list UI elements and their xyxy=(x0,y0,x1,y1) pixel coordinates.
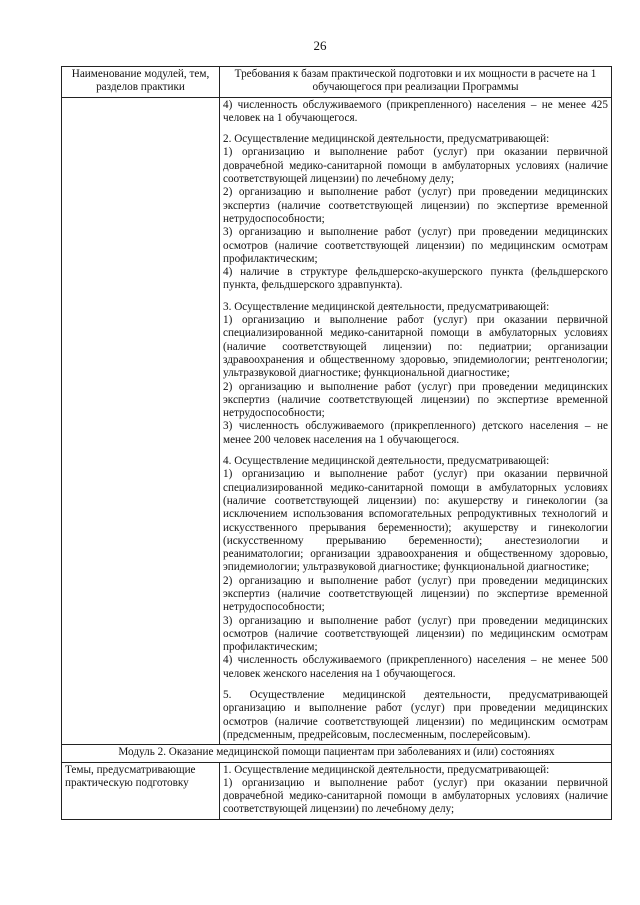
header-modules: Наименование модулей, тем, разделов практики xyxy=(62,67,220,98)
requirement-line: 3) организацию и выполнение работ (услуг) при проведении медицинских осмотров (наличие соответствующей лицензии) по медицинским осмотрам профилактическим; xyxy=(223,614,608,654)
requirement-line: 3. Осуществление медицинской деятельности, предусматривающей: xyxy=(223,300,550,313)
requirements-table xyxy=(61,66,612,820)
requirement-block xyxy=(223,455,608,681)
requirement-line: 1) организацию и выполнение работ (услуг) при оказании первичной специализированной медико-санитарной помощи в амбулаторных условиях (наличие соответствующей лицензии) по: педиатрии; организации здравоохранения и общественному здоровью, эпидемиологии; рентгенологии; ультразвуковой диагностике; функциональной диагностике; xyxy=(223,314,608,380)
requirement-line: 1) организацию и выполнение работ (услуг) при оказании первичной доврачебной медико-санитарной помощи в амбулаторных условиях (наличие соответствующей лицензии) по лечебному делу; xyxy=(223,146,608,186)
requirement-line: 3) организацию и выполнение работ (услуг) при проведении медицинских осмотров (наличие соответствующей лицензии) по медицинским осмотрам профилактическим; xyxy=(223,226,608,265)
requirement-block xyxy=(223,689,608,742)
requirement-line: 2) организацию и выполнение работ (услуг) при проведении медицинских экспертиз (наличие соответствующей лицензии) по экспертизе временной нетрудоспособности; xyxy=(223,186,608,225)
requirement-line: 5. Осуществление медицинской деятельности, предусматривающей организацию и выполнение работ (услуг) при проведении медицинских осмотров (наличие соответствующей лицензии) по медицинским осмотрам (предсменным, предрейсовым, послесменным, послерейсовым). xyxy=(223,689,608,741)
requirement-line: 1. Осуществление медицинской деятельности, предусматривающей: xyxy=(223,763,550,776)
requirements-cell xyxy=(220,97,612,745)
module-row xyxy=(62,745,612,762)
requirement-line: 2) организацию и выполнение работ (услуг) при проведении медицинских экспертиз (наличие соответствующей лицензии) по экспертизе временной нетрудоспособности; xyxy=(223,574,608,614)
requirement-block xyxy=(223,301,608,447)
module-title: Модуль 2. Оказание медицинской помощи пациентам при заболеваниях и (или) состояниях xyxy=(62,745,612,762)
topic-cell: Темы, предусматривающие практическую подготовку xyxy=(62,762,220,819)
header-requirements: Требования к базам практической подготовки и их мощности в расчете на 1 обучающегося при реализации Программы xyxy=(220,67,612,98)
table-row xyxy=(62,97,612,745)
requirement-line: 3) численность обслуживаемого (прикрепленного) детского населения – не менее 200 человек населения на 1 обучающегося. xyxy=(223,420,608,446)
requirement-block xyxy=(223,99,608,126)
requirement-line: 2) организацию и выполнение работ (услуг) при проведении медицинских экспертиз (наличие соответствующей лицензии) по экспертизе временной нетрудоспособности; xyxy=(223,380,608,420)
table-header-row xyxy=(62,67,612,98)
requirement-line: 1) организацию и выполнение работ (услуг) при оказании первичной доврачебной медико-санитарной помощи в амбулаторных условиях (наличие соответствующей лицензии) по лечебному делу; xyxy=(223,776,608,816)
requirement-line: 4. Осуществление медицинской деятельности, предусматривающей: xyxy=(223,455,550,468)
requirement-line: 4) численность обслуживаемого (прикрепленного) населения – не менее 500 человек женского населения на 1 обучающегося. xyxy=(223,654,608,680)
page-number: 26 xyxy=(313,38,327,53)
requirement-line: 1) организацию и выполнение работ (услуг) при оказании первичной специализированной медико-санитарной помощи в амбулаторных условиях (наличие соответствующей лицензии) по: акушерству и гинекологии (за исключением использования вспомогательных репродуктивных технологий и искусственного прерывания беременности); акушерству и гинекологии (искусственному прерыванию беременности); анестезиологии и реаниматологии; организации здравоохранения и общественному здоровью, эпидемиологии; ультразвуковой диагностике; функциональной диагностике; xyxy=(223,468,608,574)
requirement-line: 4) численность обслуживаемого (прикрепленного) населения – не менее 425 человек на 1 обучающегося. xyxy=(223,98,608,124)
table-row xyxy=(62,762,612,819)
requirement-line: 2. Осуществление медицинской деятельности, предусматривающей: xyxy=(223,133,550,146)
requirements-cell xyxy=(220,762,612,819)
requirement-block xyxy=(223,133,608,293)
empty-topic-cell xyxy=(62,97,220,745)
requirement-line: 4) наличие в структуре фельдшерско-акушерского пункта (фельдшерского пункта, фельдшерского здравпункта). xyxy=(223,266,608,292)
